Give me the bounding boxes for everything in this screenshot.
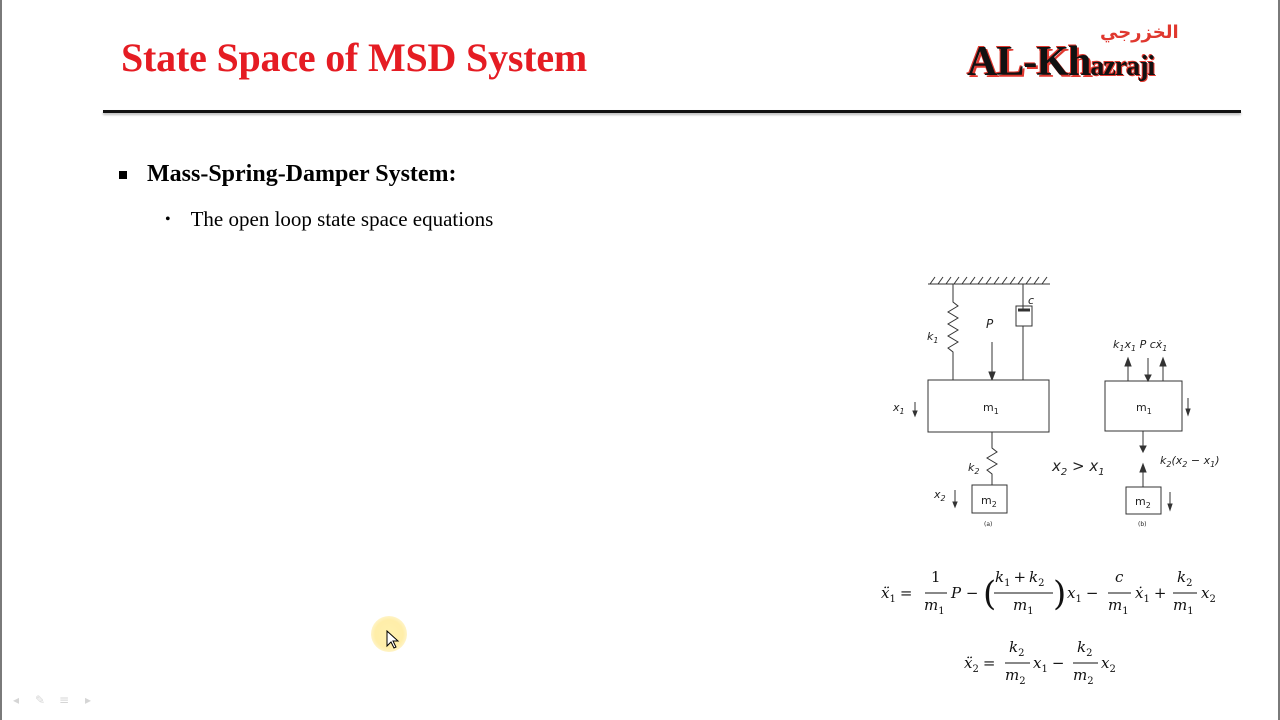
spring-k2 [987, 432, 997, 485]
square-bullet-icon [119, 171, 127, 179]
svg-text:m2: $m_2$ [1005, 666, 1026, 687]
svg-text:m1: $m_1$ [1173, 596, 1194, 617]
svg-text:m1: $m_1$ [1013, 596, 1034, 617]
svg-text:x1−: $x_1$ − [1033, 654, 1065, 675]
slideshow-toolbar[interactable] [8, 694, 96, 706]
dot-bullet-icon: • [165, 210, 171, 228]
equation-1 [881, 568, 1216, 617]
label-x1: $x_1$ [893, 401, 905, 416]
svg-text:k2: $k_2$ [1177, 568, 1193, 589]
sub-bullet-text: The open loop state space equations [190, 207, 494, 231]
menu-icon[interactable]: ≡ [58, 693, 70, 707]
title-divider [103, 110, 1241, 113]
svg-text:x2: $x_2$ [1101, 654, 1116, 675]
msd-diagram [880, 270, 1240, 535]
logo-latin-text [967, 38, 1154, 86]
x2-arrow [953, 490, 957, 507]
bullet-heading [119, 161, 457, 188]
condition-x2-gt-x1: $x_2 > x_1$ [1052, 457, 1105, 478]
state-equations [875, 560, 1235, 695]
label-m1: $m_1$ [983, 401, 999, 416]
svg-text:k2: $k_2$ [1009, 638, 1025, 659]
label-P: P [986, 317, 994, 331]
svg-text:ẍ1=: ẍ$_1$ = [881, 584, 913, 605]
label-m2: $m_2$ [981, 494, 997, 509]
fbd-top-forces: $k_1x_1$ P cẋ$_1$ [1113, 338, 1168, 353]
logo-arabic-text: الخزرجي [1100, 22, 1179, 43]
svg-text:m1: $m_1$ [1108, 596, 1129, 617]
svg-text:): ) [1053, 574, 1067, 614]
fbd-label-m1: $m_1$ [1136, 401, 1152, 416]
equation-2 [964, 638, 1116, 687]
next-icon[interactable]: ▸ [84, 693, 92, 707]
label-c: c [1028, 294, 1035, 307]
svg-text:P −: P − [951, 584, 979, 602]
slide-left-border [0, 0, 2, 720]
svg-text:x2: $x_2$ [1201, 584, 1216, 605]
spring-k1 [948, 284, 958, 380]
svg-text:1: 1 [931, 568, 941, 586]
label-k2: $k_2$ [968, 461, 980, 476]
al-khazraji-logo [965, 18, 1195, 93]
logo-latin-main: AL-Kh [967, 39, 1091, 85]
svg-text:x1−: $x_1$ − [1067, 584, 1099, 605]
svg-text:(: ( [983, 574, 997, 614]
caption-b: (b) [1138, 521, 1147, 528]
fbd-label-m2: $m_2$ [1135, 495, 1151, 510]
slide-title: State Space of MSD System [121, 35, 588, 80]
x1-arrow [913, 402, 917, 416]
svg-text:ẋ1+: ẋ$_1$ + [1135, 584, 1167, 605]
ceiling-hatch [928, 277, 1050, 284]
caption-a: (a) [984, 521, 993, 528]
svg-text:m1: $m_1$ [924, 596, 945, 617]
bullet-heading-text: Mass-Spring-Damper System: [147, 161, 457, 187]
fbd-k2-force: $k_2(x_2 - x_1)$ [1160, 454, 1220, 469]
force-P-arrow [989, 342, 995, 380]
svg-text:c: c [1115, 568, 1124, 586]
label-k1: $k_1$ [927, 330, 939, 345]
svg-text:ẍ2=: ẍ$_2$ = [964, 654, 996, 675]
pen-icon[interactable]: ✎ [34, 693, 46, 707]
svg-text:k2: $k_2$ [1077, 638, 1093, 659]
label-x2: $x_2$ [934, 488, 946, 503]
mouse-pointer-icon [386, 630, 400, 650]
svg-text:m2: $m_2$ [1073, 666, 1094, 687]
previous-icon[interactable]: ◂ [12, 693, 20, 707]
logo-latin-tail: azraji [1090, 51, 1155, 82]
sub-bullet [165, 207, 493, 232]
svg-text:k1+k2: $k_1 + k_2$ [995, 568, 1045, 589]
